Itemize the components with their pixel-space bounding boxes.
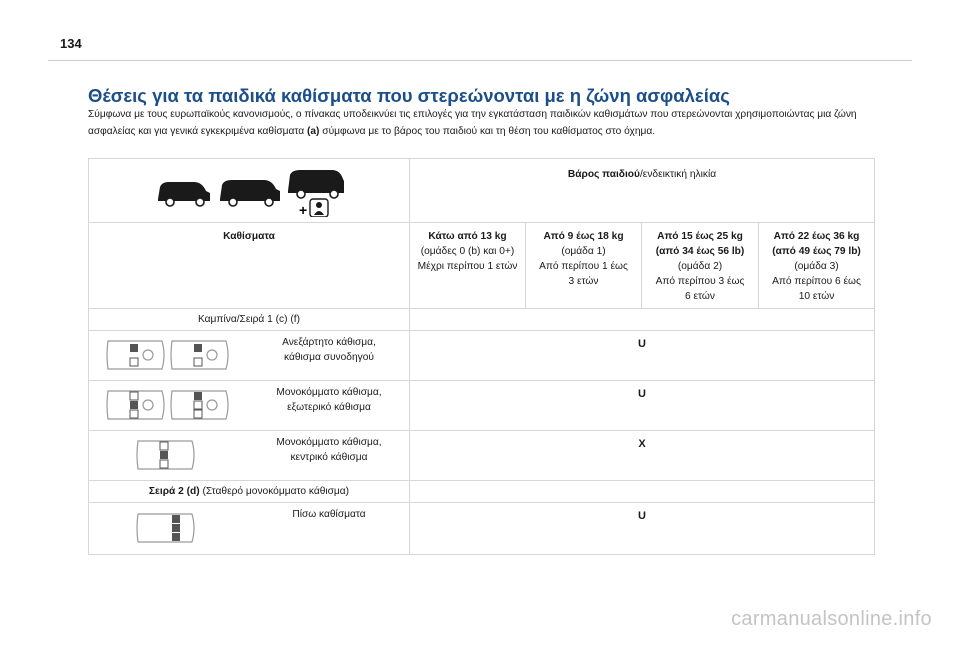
table-row xyxy=(89,331,875,381)
group-col-3-group: (ομάδα 3) xyxy=(794,261,839,272)
section-2-label-rest: (Σταθερό μονοκόμματο κάθισμα) xyxy=(199,486,350,497)
child-warning-icon xyxy=(310,199,328,217)
section-1-label: Καμπίνα/Σειρά 1 (c) (f) xyxy=(89,309,410,331)
seat-row-4-code: U xyxy=(410,503,875,555)
bench-outer-seat-icon xyxy=(104,385,234,425)
seat-row-1-line1: Ανεξάρτητο κάθισμα, xyxy=(282,337,376,348)
intro-note-a: (a) xyxy=(307,126,320,137)
seat-row-1-cell xyxy=(89,331,410,381)
group-col-1 xyxy=(526,223,642,309)
section-2-label-bold: Σειρά 2 (d) xyxy=(148,486,200,497)
weight-header-rest: /ενδεικτική ηλικία xyxy=(639,169,717,180)
group-col-0-weight: Κάτω από 13 kg xyxy=(428,231,507,242)
group-col-0-age: Μέχρι περίπου 1 ετών xyxy=(417,261,518,272)
group-col-2-group: (ομάδα 2) xyxy=(677,261,723,272)
group-col-2-age-2: 6 ετών xyxy=(685,291,715,302)
group-col-3-weight-lb: (από 49 έως 79 lb) xyxy=(772,246,861,257)
group-col-1-age: Από περίπου 1 έως xyxy=(539,261,628,272)
vehicle-variants-icon xyxy=(154,165,344,217)
group-col-2-age: Από περίπου 3 έως xyxy=(655,276,745,287)
group-col-3 xyxy=(759,223,875,309)
seat-row-2-code: U xyxy=(410,381,875,431)
group-col-2 xyxy=(642,223,759,309)
intro-text-before: Σύμφωνα με τους ευρωπαϊκούς κανονισμούς, ο πίνακας υποδεικνύει τις επιλογές για την εγκατάσταση παιδικών καθισμάτων που στερεώνονται χρησιμοποιώντας μια ζώνη ασφαλείας και για γενικά εγκεκριμένα καθίσματα xyxy=(88,109,857,137)
group-col-2-weight-lb: (από 34 έως 56 lb) xyxy=(655,246,745,257)
bench-center-seat-icon xyxy=(134,435,204,475)
section-row-1 xyxy=(89,309,875,331)
seat-row-4-line1: Πίσω καθίσματα xyxy=(292,509,366,520)
seat-row-3-code: X xyxy=(410,431,875,481)
group-col-3-weight: Από 22 έως 36 kg xyxy=(773,231,860,242)
seats-label: Καθίσματα xyxy=(89,223,410,309)
seat-row-1-code: U xyxy=(410,331,875,381)
section-2-label xyxy=(89,481,410,503)
header-rule xyxy=(48,60,912,61)
weight-header-cell xyxy=(410,159,875,223)
vehicle-header-row xyxy=(89,159,875,223)
watermark: carmanualsonline.info xyxy=(731,608,932,630)
section-row-2 xyxy=(89,481,875,503)
seat-row-3-line2: κεντρικό κάθισμα xyxy=(290,452,368,463)
rear-seats-icon xyxy=(134,508,204,548)
group-col-3-age-2: 10 ετών xyxy=(798,291,835,302)
page-title: Θέσεις για τα παιδικά καθίσματα που στερεώνονται με η ζώνη ασφαλείας xyxy=(88,85,730,106)
seat-row-3-line1: Μονοκόμματο κάθισμα, xyxy=(276,437,382,448)
seat-row-4-cell xyxy=(89,503,410,555)
van-long-icon xyxy=(288,170,344,198)
group-col-0 xyxy=(410,223,526,309)
seat-row-1-line2: κάθισμα συνοδηγού xyxy=(284,352,374,363)
van-short-icon xyxy=(158,182,210,206)
page-number: 134 xyxy=(60,36,82,51)
seat-row-2-cell xyxy=(89,381,410,431)
group-col-2-weight: Από 15 έως 25 kg xyxy=(657,231,743,242)
group-header-row xyxy=(89,223,875,309)
table-row xyxy=(89,503,875,555)
seat-row-2-line2: εξωτερικό κάθισμα xyxy=(287,402,371,413)
cabin-front-seats-icon xyxy=(104,335,234,375)
van-medium-icon xyxy=(220,180,280,206)
group-col-3-age: Από περίπου 6 έως xyxy=(772,276,861,287)
child-seat-table xyxy=(88,158,875,555)
group-col-1-group: (ομάδα 1) xyxy=(561,246,606,257)
group-col-1-age-2: 3 ετών xyxy=(568,276,599,287)
intro-paragraph xyxy=(88,106,888,140)
seat-row-3-cell xyxy=(89,431,410,481)
group-col-0-group: (ομάδες 0 (b) και 0+) xyxy=(420,246,515,257)
plus-label: + xyxy=(299,201,308,217)
table-row xyxy=(89,381,875,431)
weight-header-bold: Βάρος παιδιού xyxy=(567,169,640,180)
group-col-1-weight: Από 9 έως 18 kg xyxy=(543,231,624,242)
section-2-spacer xyxy=(410,481,875,503)
vehicle-icons-cell xyxy=(89,159,410,223)
intro-text-after: σύμφωνα με το βάρος του παιδιού και τη θέση του καθίσματος στο όχημα. xyxy=(319,126,656,137)
section-1-spacer xyxy=(410,309,875,331)
table-row xyxy=(89,431,875,481)
seat-row-2-line1: Μονοκόμματο κάθισμα, xyxy=(276,387,382,398)
